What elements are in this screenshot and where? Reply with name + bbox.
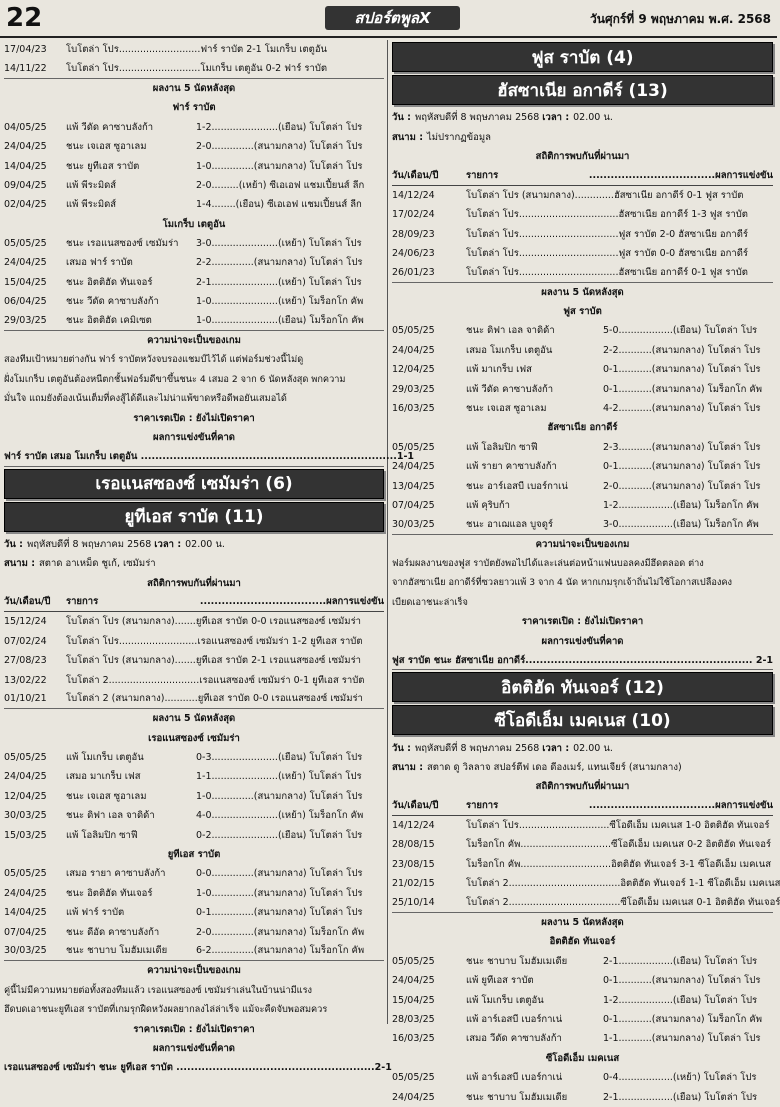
form-row: 12/04/25 ชนะ เจเอส ซูอาเลม 1-0..............(สนามกลาง) โบโตล่า โปร bbox=[4, 790, 363, 802]
form-row: 24/04/25 ชนะ เจเอส ซูอาเลม 2-0..............(สนามกลาง) โบโตล่า โปร bbox=[4, 141, 363, 153]
form-row: 16/03/25 เสมอ วีดัด คาซาบลังก้า 1-1...........(สนามกลาง) โบโตล่า โปร bbox=[392, 1033, 761, 1045]
prediction: ฟูส ราบัต ชนะ ฮัสซาเนีย อกาดีร์............................................................... 2-1 bbox=[392, 651, 773, 670]
odds-text: ราคาเรตเปิด : ยังไม่เปิดราคา bbox=[133, 412, 255, 424]
form-row: 14/04/25 แพ้ ฟาร์ ราบัต 0-1..............(สนามกลาง) โบโตล่า โปร bbox=[4, 907, 363, 919]
h2h-row: 21/02/15 โบโตล่า 2.....................................อิตติฮัด ทันเจอร์ 1-1 ซีโอดีเอ็ม เมคเนส bbox=[392, 878, 780, 890]
form-row: 24/04/25 เสมอ โมเกร็บ เตตูอัน 2-2...........(สนามกลาง) โบโตล่า โปร bbox=[392, 344, 761, 356]
form-row: 24/04/25 ชนะ ชาบาบ โมฮัมเมเดีย 2-1..................(เยือน) โบโตล่า โปร bbox=[392, 1091, 758, 1103]
match-banner-home: อิตติฮัด ทันเจอร์ (12) bbox=[392, 672, 773, 702]
prediction: ฟาร์ ราบัต เสมอ โมเกร็บ เตตูอัน ....................................................................... 1-1 bbox=[4, 447, 384, 466]
form-row: 15/03/25 แพ้ โอลิมปิก ซาฟี 0-2......................(เยือน) โบโตล่า โปร bbox=[4, 829, 363, 841]
form-row: 30/03/25 ชนะ ชาบาบ โมฮัมเมเดีย 6-2..............(สนามกลาง) โมร็อกโก คัพ bbox=[4, 942, 384, 961]
left-column bbox=[4, 40, 415, 1078]
form-row: 05/05/25 ชนะ ดิฟา เอล จาดิด้า 5-0..................(เยือน) โบโตล่า โปร bbox=[392, 325, 758, 337]
prediction-score: 1-1 bbox=[396, 450, 415, 462]
trend-text: มั่นใจ แถมยังต้องเน้นเต็มที่คงสู้ได้ดีและไม่น่าแพ้ขาดหรือดีพอยันเสมอได้ bbox=[4, 393, 287, 405]
form-row: 05/05/25 ชนะ เรอแนสซองซ์ เซมัมร่า 3-0......................(เหย้า) โบโตล่า โปร bbox=[4, 238, 362, 250]
venue-info: สนาม : สตาด อาเหม็ด ชูเก้, เซมัมร่า bbox=[4, 558, 156, 570]
form-row: 13/04/25 ชนะ อาร์เอสบี เบอร์กาเน่ 2-0...........(สนามกลาง) โบโตล่า โปร bbox=[392, 480, 761, 492]
h2h-row: 27/08/23 โบโตล่า โปร (สนามกลาง).......ยูทีเอส ราบัต 2-1 เรอแนสซองซ์ เซมัมร่า bbox=[4, 655, 362, 667]
prediction-score: 2-1 bbox=[374, 1062, 392, 1074]
h2h-row: 17/02/24 โบโตล่า โปร.................................ฮัสซาเนีย อกาดีร์ 1-3 ฟูส ราบัต bbox=[392, 209, 748, 221]
form-row: 24/04/25 เสมอ มาเกร็บ เฟส 1-1......................(เหย้า) โบโตล่า โปร bbox=[4, 771, 362, 783]
form-row: 05/05/25 ชนะ ชาบาบ โมฮัมเมเดีย 2-1..................(เยือน) โบโตล่า โปร bbox=[392, 955, 758, 967]
last5-title: ผลงาน 5 นัดหลังสุด bbox=[541, 917, 624, 929]
prediction: เรอแนสซองซ์ เซมัมร่า ชนะ ยูทีเอส ราบัต ....................................................... 2-1 bbox=[4, 1062, 392, 1074]
h2h-row: 24/06/23 โบโตล่า โปร.................................ฟูส ราบัต 0-0 ฮัสซาเนีย อกาดีร์ bbox=[392, 247, 748, 259]
venue-info: สนาม : ไม่ปรากฏข้อมูล bbox=[392, 131, 491, 143]
form-row: 24/04/25 แพ้ รายา คาซาบลังก้า 0-1...........(สนามกลาง) โบโตล่า โปร bbox=[392, 461, 761, 473]
form-row: 29/03/25 แพ้ วีดัด คาซาบลังก้า 0-1...........(สนามกลาง) โมร็อกโก คัพ bbox=[392, 383, 763, 395]
form-row: 29/03/25 ชนะ อิตติฮัด เคมิเซต 1-0......................(เยือน) โมร็อกโก คัพ bbox=[4, 311, 384, 330]
h2h-header: วัน/เดือน/ปี รายการ ...................................ผลการแข่งขัน bbox=[392, 797, 773, 816]
trend-title: ความน่าจะเป็นของเกม bbox=[535, 538, 630, 550]
team-a-title: เรอแนสซองซ์ เซมัมร่า bbox=[148, 732, 240, 744]
team-b-title: ซีโอดีเอ็ม เมคเนส bbox=[545, 1052, 620, 1064]
trend-text: ฟอร์มผลงานของฟูส ราบัตยังพอไปได้และเล่นต่อหน้าแฟนบอลคงมีฮึดตลอด ต่าง bbox=[392, 557, 704, 569]
form-row: 12/04/25 แพ้ มาเกร็บ เฟส 0-1...........(สนามกลาง) โบโตล่า โปร bbox=[392, 364, 761, 376]
h2h-row: 14/12/24 โบโตล่า โปร (สนามกลาง).............ฮัสซาเนีย อกาดีร์ 0-1 ฟูส ราบัต bbox=[392, 189, 744, 201]
h2h-row: 28/09/23 โบโตล่า โปร.................................ฟูส ราบัต 2-0 ฮัสซาเนีย อกาดีร์ bbox=[392, 228, 748, 240]
column-divider bbox=[387, 40, 388, 1024]
form-row: 05/05/25 เสมอ รายา คาซาบลังก้า 0-0..............(สนามกลาง) โบโตล่า โปร bbox=[4, 868, 363, 880]
form-row: 24/04/25 แพ้ ยูทีเอส ราบัต 0-1...........(สนามกลาง) โบโตล่า โปร bbox=[392, 975, 761, 987]
last5-title: ผลงาน 5 นัดหลังสุด bbox=[541, 286, 624, 298]
page-number: 22 bbox=[6, 3, 43, 33]
h2h-row: 14/12/24 โบโตล่า โปร..............................ซีโอดีเอ็ม เมคเนส 1-0 อิตติฮัด ทันเจอร์ bbox=[392, 820, 770, 832]
right-column bbox=[392, 40, 780, 1107]
h2h-row: 17/04/23 โบโตล่า โปร...........................ฟาร์ ราบัต 2-1 โมเกร็บ เตตูอัน bbox=[4, 44, 328, 56]
odds-text: ราคาเรตเปิด : ยังไม่เปิดราคา bbox=[133, 1023, 255, 1035]
trend-title: ความน่าจะเป็นของเกม bbox=[147, 965, 241, 977]
h2h-row: 07/02/24 โบโตล่า โปร..........................เรอแนสซองซ์ เซมัมร่า 1-2 ยูทีเอส ราบัต bbox=[4, 635, 363, 647]
h2h-row: 25/10/14 โบโตล่า 2.....................................ซีโอดีเอ็ม เมคเนส 0-1 อิตติฮัด ทันเจอร์ bbox=[392, 893, 773, 912]
form-row: 06/04/25 ชนะ วีดัด คาซาบลังก้า 1-0......................(เหย้า) โมร็อกโก คัพ bbox=[4, 296, 364, 308]
trend-text: จากฮัสซาเนีย อกาดีร์ที่ซวลยาวแพ้ 3 จาก 4 นัด หากเกมรุกเจ้าถิ่นไม่ใช้โอกาสเปลืองคง bbox=[392, 577, 732, 589]
trend-text: เบียดเอาชนะล่าเร็จ bbox=[392, 596, 468, 608]
form-row: 15/04/25 แพ้ โมเกร็บ เตตูอัน 1-2..................(เยือน) โบโตล่า โปร bbox=[392, 994, 758, 1006]
team-b-title: โมเกร็บ เตตูอัน bbox=[162, 218, 226, 230]
form-row: 05/05/25 แพ้ โอลิมปิก ซาฟี 2-3...........(สนามกลาง) โบโตล่า โปร bbox=[392, 441, 761, 453]
team-a-title: อิตติฮัด ทันเจอร์ bbox=[549, 936, 616, 948]
team-b-title: ฮัสซาเนีย อกาดีร์ bbox=[547, 422, 618, 434]
form-row: 07/04/25 ชนะ ดีอัด คาซาบลังก้า 2-0..............(สนามกลาง) โมร็อกโก คัพ bbox=[4, 926, 365, 938]
form-row: 30/03/25 ชนะ อาเฌแอล บูจดูร์ 3-0..................(เยือน) โมร็อกโก คัพ bbox=[392, 515, 773, 534]
prediction-title: ผลการแข่งขันที่คาด bbox=[541, 635, 624, 647]
form-row: 07/04/25 แพ้ คุริบก้า 1-2..................(เยือน) โมร็อกโก คัพ bbox=[392, 500, 759, 511]
issue-date: วันศุกร์ที่ 9 พฤษภาคม พ.ศ. 2568 bbox=[590, 12, 771, 26]
venue-info: สนาม : สตาด ดู วิลลาจ สปอร์ตีฟ เดอ ดีองเมร์, แทนเจียร์ (สนามกลาง) bbox=[392, 761, 682, 773]
page-header bbox=[0, 0, 777, 38]
match-banner-home: เรอแนสซองซ์ เซมัมร่า (6) bbox=[4, 469, 384, 499]
form-row: 02/04/25 แพ้ พีระมิดส์ 1-4........(เยือน) ซีเอเอฟ แชมเปี้ยนส์ ลีก bbox=[4, 199, 362, 211]
form-row: 05/05/25 แพ้ โมเกร็บ เตตูอัน 0-3......................(เยือน) โบโตล่า โปร bbox=[4, 752, 363, 764]
h2h-row: 15/12/24 โบโตล่า โปร (สนามกลาง).......ยูทีเอส ราบัต 0-0 เรอแนสซองซ์ เซมัมร่า bbox=[4, 616, 362, 628]
h2h-row: 14/11/22 โบโตล่า โปร...........................โมเกร็บ เตตูอัน 0-2 ฟาร์ ราบัต bbox=[4, 59, 384, 78]
form-row: 09/04/25 แพ้ พีระมิดส์ 2-0.........(เหย้า) ซีเอเอฟ แชมเปี้ยนส์ ลีก bbox=[4, 179, 365, 191]
trend-text: ฮึดบดเอาชนะยูทีเอส ราบัตที่เกมรุกฝืดหวังผลยากลงไล่ล่าเร็จ แม้จะคืดจับพอสมควร bbox=[4, 1003, 328, 1015]
form-row: 28/03/25 แพ้ อาร์เอสบี เบอร์กาเน่ 0-1...........(สนามกลาง) โมร็อกโก คัพ bbox=[392, 1013, 763, 1025]
match-banner-away: ซีโอดีเอ็ม เมคเนส (10) bbox=[392, 705, 773, 735]
h2h-header: วัน/เดือน/ปี รายการ ...................................ผลการแข่งขัน bbox=[4, 593, 384, 612]
h2h-title: สถิติการพบกันที่ผ่านมา bbox=[535, 150, 630, 162]
brand-logo: สปอร์ตพูลX bbox=[325, 6, 460, 30]
h2h-row: 13/02/22 โบโตล่า 2..............................เรอแนสซองซ์ เซมัมร่า 0-1 ยูทีเอส ราบัต bbox=[4, 674, 365, 686]
form-row: 15/04/25 ชนะ อิตติฮัด ทันเจอร์ 2-1......................(เหย้า) โบโตล่า โปร bbox=[4, 276, 362, 288]
match-banner-away: ฮัสซาเนีย อกาดีร์ (13) bbox=[392, 75, 773, 105]
kickoff-info: วัน : พฤหัสบดีที่ 8 พฤษภาคม 2568 เวลา : 02.00 น. bbox=[392, 112, 613, 124]
form-row: 04/05/25 แพ้ วีดัด คาซาบลังก้า 1-2......................(เยือน) โบโตล่า โปร bbox=[4, 121, 363, 133]
trend-title: ความน่าจะเป็นของเกม bbox=[147, 335, 241, 347]
match-banner-home: ฟูส ราบัต (4) bbox=[392, 42, 773, 72]
h2h-row: 28/08/15 โมร็อกโก คัพ..............................ซีโอดีเอ็ม เมคเนส 0-2 อิตติฮัด ทันเจอร์ bbox=[392, 839, 772, 851]
h2h-header: วัน/เดือน/ปี รายการ ...................................ผลการแข่งขัน bbox=[392, 166, 773, 185]
trend-text: ฝั่งโมเกร็บ เตตูอันต้องหนีตกชั้นฟอร์มดีขาขึ้นชนะ 4 เสมอ 2 จาก 6 นัดหลังสุด พกความ bbox=[4, 373, 346, 385]
h2h-title: สถิติการพบกันที่ผ่านมา bbox=[535, 781, 630, 793]
kickoff-info: วัน : พฤหัสบดีที่ 8 พฤษภาคม 2568 เวลา : 02.00 น. bbox=[4, 538, 225, 550]
trend-text: คู่นี้ไม่มีความหมายต่อทั้งสองทีมแล้ว เรอแนสซองซ์ เซมัมร่าเล่นในบ้านน่ามีแรง bbox=[4, 984, 313, 996]
match-banner-away: ยูทีเอส ราบัต (11) bbox=[4, 502, 384, 532]
last5-title: ผลงาน 5 นัดหลังสุด bbox=[152, 82, 236, 94]
h2h-title: สถิติการพบกันที่ผ่านมา bbox=[147, 577, 241, 589]
form-row: 24/04/25 เสมอ ฟาร์ ราบัต 2-2..............(สนามกลาง) โบโตล่า โปร bbox=[4, 257, 363, 269]
h2h-row: 01/10/21 โบโตล่า 2 (สนามกลาง)...........ยูทีเอส ราบัต 0-0 เรอแนสซองซ์ เซมัมร่า bbox=[4, 690, 384, 709]
team-b-title: ยูทีเอส ราบัต bbox=[167, 849, 221, 861]
kickoff-info: วัน : พฤหัสบดีที่ 8 พฤษภาคม 2568 เวลา : 02.00 น. bbox=[392, 742, 613, 754]
form-row: 30/03/25 ชนะ ดิฟา เอล จาดิด้า 4-0......................(เหย้า) โมร็อกโก คัพ bbox=[4, 810, 364, 822]
form-row: 16/03/25 ชนะ เจเอส ซูอาเลม 4-2...........(สนามกลาง) โบโตล่า โปร bbox=[392, 403, 761, 415]
team-a-title: ฟาร์ ราบัต bbox=[172, 102, 216, 114]
prediction-title: ผลการแข่งขันที่คาด bbox=[153, 1042, 235, 1054]
prediction-score: 2-1 bbox=[755, 654, 773, 666]
h2h-row: 26/01/23 โบโตล่า โปร.................................ฮัสซาเนีย อกาดีร์ 0-1 ฟูส ราบัต bbox=[392, 263, 773, 282]
prediction-title: ผลการแข่งขันที่คาด bbox=[153, 432, 235, 443]
trend-text: สองทีมเป้าหมายต่างกัน ฟาร์ ราบัตหวังจบรองแชมป์ไว้ได้ แต่ฟอร์มช่วงนี้ไม่ดู bbox=[4, 354, 304, 366]
odds-text: ราคาเรตเปิด : ยังไม่เปิดราคา bbox=[521, 616, 644, 628]
form-row: 14/04/25 ชนะ ยูทีเอส ราบัต 1-0..............(สนามกลาง) โบโตล่า โปร bbox=[4, 160, 363, 172]
last5-title: ผลงาน 5 นัดหลังสุด bbox=[152, 713, 236, 725]
form-row: 05/05/25 แพ้ อาร์เอสบี เบอร์กาเน่ 0-4..................(เหย้า) โบโตล่า โปร bbox=[392, 1072, 757, 1084]
team-a-title: ฟูส ราบัต bbox=[563, 306, 602, 318]
form-row: 24/04/25 ชนะ อิตติฮัด ทันเจอร์ 1-0..............(สนามกลาง) โบโตล่า โปร bbox=[4, 887, 363, 899]
h2h-row: 23/08/15 โมร็อกโก คัพ..............................อิตติฮัด ทันเจอร์ 3-1 ซีโอดีเอ็ม เมคเนส bbox=[392, 858, 772, 870]
